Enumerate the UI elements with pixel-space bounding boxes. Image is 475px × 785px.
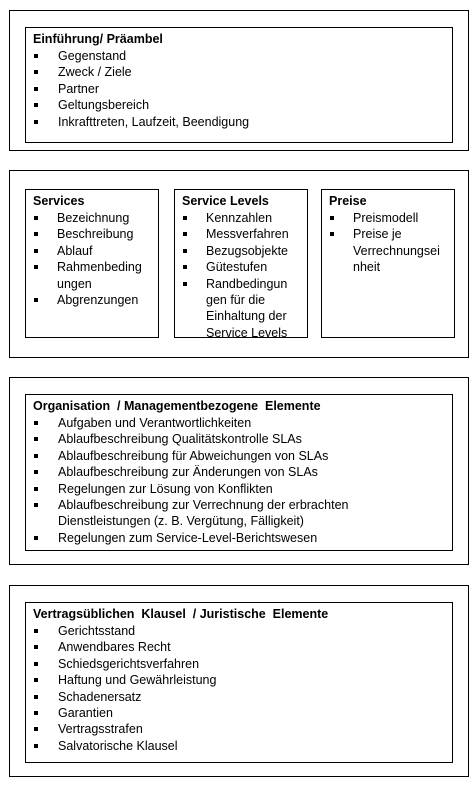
organisation-list [33, 415, 446, 546]
services-box [25, 189, 159, 338]
list-item: Zweck / Ziele [33, 64, 446, 80]
list-item: Preismodell [329, 210, 448, 226]
list-item: Vertragsstrafen [33, 721, 446, 737]
list-item: Rahmenbeding ungen [33, 259, 152, 292]
service-levels-title: Service Levels [182, 194, 269, 208]
list-item: Geltungsbereich [33, 97, 446, 113]
preise-title: Preise [329, 194, 367, 208]
list-item: Kennzahlen [182, 210, 301, 226]
list-item: Haftung und Gewährleistung [33, 672, 446, 688]
vertrag-section [9, 585, 469, 777]
list-item: Regelungen zum Service-Level-Berichtswesen [33, 530, 446, 546]
list-item: Bezugsobjekte [182, 243, 301, 259]
organisation-section [9, 377, 469, 565]
list-item: Schiedsgerichtsverfahren [33, 656, 446, 672]
list-item: Randbedingun gen für die Einhaltung der Service Levels [182, 276, 301, 342]
intro-list [33, 48, 446, 130]
vertrag-list [33, 623, 446, 754]
list-item: Messverfahren [182, 226, 301, 242]
list-item: Inkrafttreten, Laufzeit, Beendigung [33, 114, 446, 130]
preise-box [321, 189, 455, 338]
vertrag-title: Vertragsüblichen Klausel / Juristische Elemente [33, 607, 329, 621]
list-item: Aufgaben und Verantwortlichkeiten [33, 415, 446, 431]
list-item: Ablaufbeschreibung für Abweichungen von SLAs [33, 448, 446, 464]
list-item: Preise je Verrechnungsei nheit [329, 226, 448, 275]
list-item: Ablaufbeschreibung zur Verrechnung der erbrachten Dienstleistungen (z. B. Vergütung, Fälligkeit) [33, 497, 446, 530]
list-item: Garantien [33, 705, 446, 721]
list-item: Regelungen zur Lösung von Konflikten [33, 481, 446, 497]
services-title: Services [33, 194, 85, 208]
organisation-box [25, 394, 453, 551]
list-item: Gerichtsstand [33, 623, 446, 639]
list-item: Ablaufbeschreibung Qualitätskontrolle SLAs [33, 431, 446, 447]
organisation-title: Organisation / Managementbezogene Elemente [33, 399, 321, 413]
list-item: Gütestufen [182, 259, 301, 275]
services-list [33, 210, 152, 308]
list-item: Salvatorische Klausel [33, 738, 446, 754]
intro-section [9, 10, 469, 151]
list-item: Abgrenzungen [33, 292, 152, 308]
list-item: Schadenersatz [33, 689, 446, 705]
list-item: Ablaufbeschreibung zur Änderungen von SLAs [33, 464, 446, 480]
vertrag-box [25, 602, 453, 763]
service-levels-box [174, 189, 308, 338]
services-section [9, 170, 469, 358]
intro-title: Einführung/ Präambel [33, 32, 163, 46]
list-item: Gegenstand [33, 48, 446, 64]
list-item: Beschreibung [33, 226, 152, 242]
preise-list [329, 210, 448, 276]
list-item: Bezeichnung [33, 210, 152, 226]
intro-box [25, 27, 453, 143]
list-item: Ablauf [33, 243, 152, 259]
list-item: Anwendbares Recht [33, 639, 446, 655]
list-item: Partner [33, 81, 446, 97]
service-levels-list [182, 210, 301, 341]
